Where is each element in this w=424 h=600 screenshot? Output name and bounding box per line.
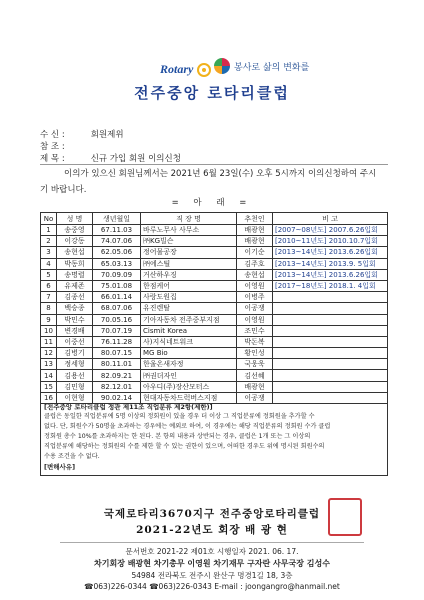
cell-workplace: 사랑도원집: [141, 292, 237, 303]
table-row: [41, 314, 388, 325]
table-header-row: [41, 213, 388, 225]
cell-name: 백승종: [57, 303, 93, 314]
cell-birth: 65.03.13: [93, 258, 141, 269]
cell-workplace: 한울온새자정: [141, 359, 237, 370]
cell-birth: 68.07.06: [93, 303, 141, 314]
cell-remarks: [273, 359, 388, 370]
cell-name: 김민형: [57, 381, 93, 392]
cell-recommender: 배광현: [237, 225, 273, 236]
cell-no: 5: [41, 269, 57, 280]
cell-no: 8: [41, 303, 57, 314]
meta-ref: [40, 140, 88, 152]
cell-remarks: [2013~14년도] 2013.6.26입회: [273, 247, 388, 258]
cell-workplace: MG Bio: [141, 348, 237, 359]
cell-remarks: [273, 370, 388, 381]
table-row: [41, 292, 388, 303]
cell-name: 김종선: [57, 292, 93, 303]
meta-ref-key: 참 조 :: [40, 142, 65, 152]
cell-birth: 66.01.14: [93, 292, 141, 303]
cell-recommender: 이공쟁: [237, 303, 273, 314]
center-title: = 아 래 =: [171, 198, 253, 208]
table-row: [41, 258, 388, 269]
rule-heading: [전주중앙 로타리클럽 정관 제11조 직업분류 제2항(제한)]: [44, 403, 213, 411]
cell-remarks: [2017~18년도] 2018.1. 4입회: [273, 280, 388, 291]
cell-recommender: 이영원: [237, 280, 273, 291]
meta-subject: [40, 152, 181, 164]
cell-remarks: [2013~14년도] 2013.6.26입회: [273, 269, 388, 280]
cell-remarks: [273, 336, 388, 347]
cell-name: 유제존: [57, 280, 93, 291]
cell-recommender: 이영원: [237, 314, 273, 325]
cell-no: 4: [41, 258, 57, 269]
cell-birth: 67.11.03: [93, 225, 141, 236]
footer-contact: ☎063)226-0344 ☎063)226-0343 E-mail : joongangro@hanmail.net: [84, 582, 340, 591]
cell-birth: 62.05.06: [93, 247, 141, 258]
cell-remarks: [273, 314, 388, 325]
cell-name: 이현형: [57, 392, 93, 403]
cell-recommender: 이병주: [237, 292, 273, 303]
cell-no: 10: [41, 325, 57, 336]
cell-workplace: ㈜에스틸: [141, 258, 237, 269]
cell-remarks: [2013~14년도] 2013.9. 5입회: [273, 258, 388, 269]
cell-name: 정세형: [57, 359, 93, 370]
cell-no: 11: [41, 336, 57, 347]
footer-doc-no: 문서번호 2021-22 제01호 시행일자 2021. 06. 17.: [125, 547, 299, 556]
cell-workplace: Cismit Korea: [141, 325, 237, 336]
cell-remarks: [273, 381, 388, 392]
table-row: [41, 280, 388, 291]
rotary-wheel-icon: [197, 63, 211, 77]
rule-box: [40, 400, 388, 476]
meta-to-value: 회원제위: [90, 130, 124, 140]
cell-recommender: 이기순: [237, 247, 273, 258]
cell-remarks: [273, 348, 388, 359]
footer-address: 54984 전라북도 전주시 완산구 명경1길 18, 3층: [131, 571, 293, 580]
cell-workplace: ㈜KG빌슨: [141, 236, 237, 247]
body-line-1: 이의가 있으신 회원님께서는 2021년 6월 23일(수) 오후 5시까지 이의신청하여 주시: [64, 169, 377, 179]
cell-name: 이중선: [57, 336, 93, 347]
th-recommender: 추천인: [237, 213, 273, 225]
cell-workplace: 사)지식네트워크: [141, 336, 237, 347]
rule-line-1: 클럽은 동일한 직업분류에 5명 이상의 정회원이 있을 경우 더 이상 그 직업분류에 정회원을 추가할 수: [44, 413, 315, 420]
cell-recommender: 배광현: [237, 381, 273, 392]
meta-subject-value: 신규 가입 회원 이의신청: [90, 154, 181, 164]
cell-no: 3: [41, 247, 57, 258]
cell-birth: 82.12.01: [93, 381, 141, 392]
table-row: [41, 336, 388, 347]
cell-remarks: [273, 292, 388, 303]
body-line-2: 기 바랍니다.: [40, 185, 87, 195]
cell-remarks: [273, 325, 388, 336]
cell-recommender: 국웅욱: [237, 359, 273, 370]
cell-name: 김병기: [57, 348, 93, 359]
table-row: [41, 359, 388, 370]
rotary-logo: [160, 62, 211, 77]
body-paragraph: [40, 166, 386, 198]
th-remarks: 비 고: [273, 213, 388, 225]
table-row: [41, 348, 388, 359]
table-row: [41, 303, 388, 314]
cell-recommender: 이공쟁: [237, 392, 273, 403]
cell-workplace: ㈜권더자인: [141, 370, 237, 381]
meta-subject-key: 제 목 :: [40, 154, 65, 164]
cell-no: 2: [41, 236, 57, 247]
cell-remarks: [2007~08년도] 2007.6.26입회: [273, 225, 388, 236]
cell-no: 6: [41, 280, 57, 291]
cell-no: 13: [41, 359, 57, 370]
cell-no: 9: [41, 314, 57, 325]
cell-no: 15: [41, 381, 57, 392]
letterhead: [0, 0, 424, 120]
cell-name: 송명렬: [57, 269, 93, 280]
table-row: [41, 225, 388, 236]
slogan-mark-icon: [214, 58, 230, 74]
meta-divider: [40, 164, 388, 165]
cell-birth: 70.05.16: [93, 314, 141, 325]
cell-workplace: 기아자동차 전주중부지점: [141, 314, 237, 325]
cell-name: 이강동: [57, 236, 93, 247]
cell-birth: 76.11.28: [93, 336, 141, 347]
cell-recommender: 황인성: [237, 348, 273, 359]
cell-no: 7: [41, 292, 57, 303]
table-row: [41, 325, 388, 336]
cell-name: 박동희: [57, 258, 93, 269]
club-title: 전주중앙 로타리클럽: [134, 84, 290, 102]
cell-workplace: 정어물공장: [141, 247, 237, 258]
footer-officers: 차기회장 배광현 차기총무 이영원 차기재무 구자란 사무국장 김성수: [94, 559, 330, 568]
signature-president: 2021-22년도 회장 배 광 현: [136, 524, 288, 536]
th-birth: 생년월일: [93, 213, 141, 225]
table-row: [41, 370, 388, 381]
cell-birth: 74.07.06: [93, 236, 141, 247]
cell-workplace: 한점케어: [141, 280, 237, 291]
slogan-logo: [214, 58, 309, 74]
cell-workplace: 현대자동차드럭버스지점: [141, 392, 237, 403]
rule-footer: [변해사유]: [44, 463, 76, 471]
cell-name: 변경배: [57, 325, 93, 336]
cell-workplace: 아우디(주)장산모터스: [141, 381, 237, 392]
cell-recommender: 송현섭: [237, 269, 273, 280]
th-name: 성 명: [57, 213, 93, 225]
cell-name: 송현섭: [57, 247, 93, 258]
rule-line-3: 정회원 총수 10%를 초과하지는 한 된다. 본 항의 내용과 상반되는 경우, 클럽은 1개 또는 그 이상의: [44, 433, 311, 440]
th-workplace: 직 장 명: [141, 213, 237, 225]
cell-workplace: 유진렌탈: [141, 303, 237, 314]
meta-to: [40, 128, 124, 140]
slogan-text: 봉사로 삶의 변화를: [234, 62, 310, 73]
table-row: [41, 236, 388, 247]
cell-no: 1: [41, 225, 57, 236]
cell-name: 김용선: [57, 370, 93, 381]
signature-club: 국제로타리3670지구 전주중앙로타리클럽: [103, 508, 321, 520]
cell-no: 12: [41, 348, 57, 359]
cell-no: 14: [41, 370, 57, 381]
meta-to-key: 수 신 :: [40, 130, 65, 140]
cell-workplace: 바루노무사 사무소: [141, 225, 237, 236]
cell-recommender: 조민수: [237, 325, 273, 336]
rule-line-2: 없다. 단, 회원수가 50명을 초과하는 경우에는 예외로 하여, 이 경우에는 해당 직업분류의 정회원 수가 클럽: [44, 423, 331, 430]
cell-remarks: [273, 303, 388, 314]
official-seal: [328, 498, 362, 536]
cell-no: 16: [41, 392, 57, 403]
cell-name: 송중영: [57, 225, 93, 236]
cell-recommender: 박돈복: [237, 336, 273, 347]
cell-name: 박민수: [57, 314, 93, 325]
cell-recommender: 배광현: [237, 236, 273, 247]
cell-birth: 70.07.19: [93, 325, 141, 336]
table-row: [41, 247, 388, 258]
cell-birth: 80.11.01: [93, 359, 141, 370]
member-table: [40, 212, 388, 404]
rotary-wordmark: Rotary: [160, 62, 194, 76]
cell-recommender: 김선혜: [237, 370, 273, 381]
cell-birth: 82.09.21: [93, 370, 141, 381]
rule-line-5: 수용 조건을 수 없다.: [44, 453, 100, 460]
cell-birth: 80.07.15: [93, 348, 141, 359]
footer-divider: [60, 542, 364, 543]
rule-line-4: 직업분류에 해당하는 정회원의 수를 제한 할 수 있는 권한이 있으며, 어떠한 경우도 위에 명시된 회원수의: [44, 443, 325, 450]
cell-birth: 75.01.08: [93, 280, 141, 291]
table-row: [41, 381, 388, 392]
cell-recommender: 김주호: [237, 258, 273, 269]
th-no: No: [41, 213, 57, 225]
cell-workplace: 거산하우징: [141, 269, 237, 280]
cell-remarks: [2010~11년도] 2010.10.7입회: [273, 236, 388, 247]
cell-birth: 70.09.09: [93, 269, 141, 280]
table-row: [41, 269, 388, 280]
cell-birth: 90.02.14: [93, 392, 141, 403]
